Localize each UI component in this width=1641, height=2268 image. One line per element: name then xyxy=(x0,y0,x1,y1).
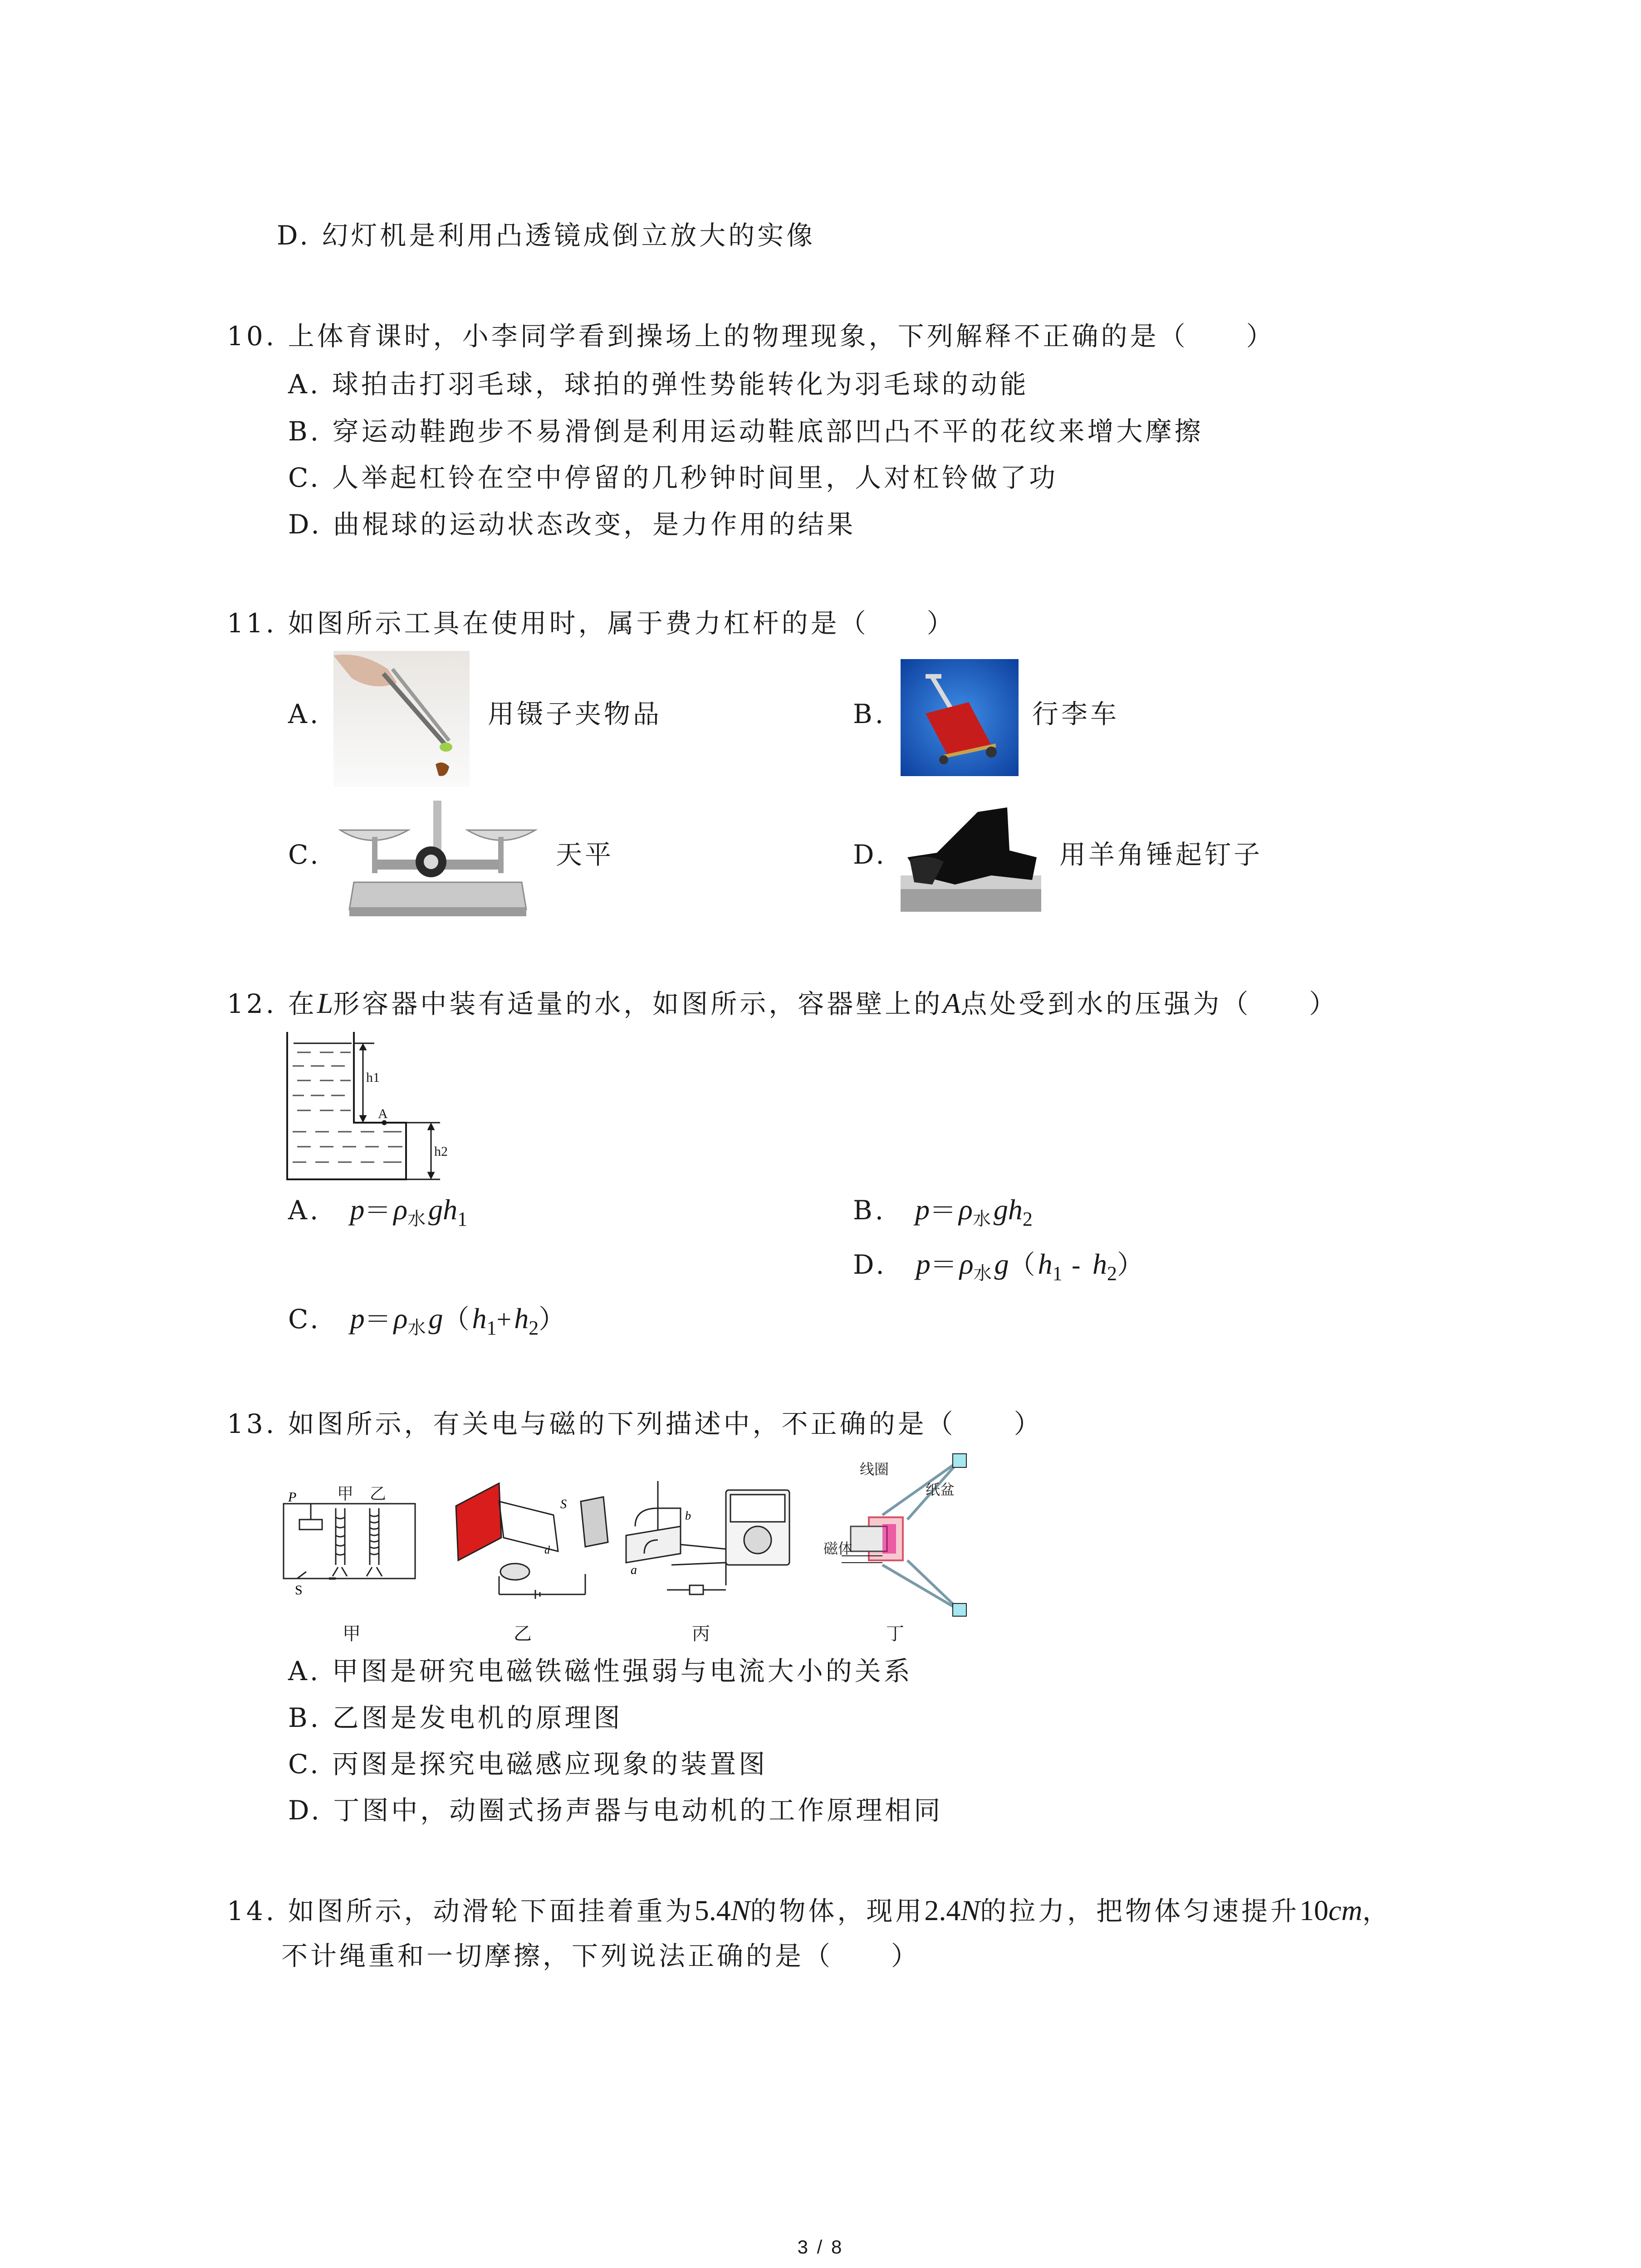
q11-d-text: 用羊角锤起钉子 xyxy=(1059,839,1263,870)
fig-label-jia: 甲 xyxy=(337,1485,354,1503)
speaker-diagram-ding xyxy=(823,1452,989,1617)
page-number: 3 / 8 xyxy=(797,2236,844,2258)
rho-subscript: 水 xyxy=(407,1208,429,1230)
rho-subscript: 水 xyxy=(407,1317,429,1339)
caption-bing: 丙 xyxy=(692,1623,710,1644)
q11-a-label: A. xyxy=(288,699,321,729)
q14-distance-unit: cm xyxy=(1328,1894,1362,1926)
q12-a-label: A. xyxy=(288,1195,321,1226)
l-shaped-container-diagram xyxy=(284,1030,456,1186)
q11-a-text: 用镊子夹物品 xyxy=(488,699,662,729)
q12-d-label: D. xyxy=(853,1249,887,1280)
q10-option-c: C. 人举起杠铃在空中停留的几秒钟时间里，人对杠铃做了功 xyxy=(288,462,1058,493)
q12-option-b: B. $p=\rho_水gh_2$ xyxy=(853,1193,1033,1230)
q13-option-d: D. 丁图中，动圈式扬声器与电动机的工作原理相同 xyxy=(288,1795,943,1826)
q12-stem-mid: 形容器中装有适量的水，如图所示，容器壁上的 xyxy=(333,988,943,1019)
q10-stem: 10. 上体育课时，小李同学看到操场上的物理现象，下列解释不正确的是（ ） xyxy=(227,321,1275,352)
q13-option-a: A. 甲图是研究电磁铁磁性强弱与电流大小的关系 xyxy=(288,1656,913,1686)
q11-c-text: 天平 xyxy=(556,839,614,870)
fig-label-h1: h1 xyxy=(366,1070,380,1085)
svg-text:b: b xyxy=(685,1509,691,1522)
claw-hammer-image xyxy=(901,807,1041,912)
tweezers-image xyxy=(333,651,470,787)
q12-option-c: C. $p=\rho_水g(h_1+h_2)$ xyxy=(288,1302,568,1339)
electromagnet-circuit-jia xyxy=(279,1474,424,1597)
fig-label-zhipen: 纸盆 xyxy=(926,1481,955,1498)
balance-scale-image xyxy=(336,792,540,923)
q11-b-text: 行李车 xyxy=(1032,699,1120,729)
generator-diagram-yi xyxy=(449,1474,610,1606)
q14-weight-value: 5.4 xyxy=(694,1894,731,1926)
q11-d-label: D. xyxy=(853,839,887,870)
svg-text:S: S xyxy=(295,1583,303,1597)
svg-text:d: d xyxy=(544,1545,550,1556)
q13-option-b: B. 乙图是发电机的原理图 xyxy=(288,1702,623,1733)
q14-distance-value: 10 xyxy=(1299,1894,1329,1926)
q9-option-d: D. 幻灯机是利用凸透镜成倒立放大的实像 xyxy=(277,220,816,251)
q14-force-value: 2.4 xyxy=(924,1894,961,1926)
fig-label-h2: h2 xyxy=(434,1144,448,1159)
fig-label-citi: 磁体 xyxy=(823,1540,853,1557)
q14-stem-part4: ， xyxy=(1362,1896,1391,1926)
q12-option-d: D. $p=\rho_水g(h_1 - h_2)$ xyxy=(853,1248,1146,1285)
q12-stem-l: L xyxy=(317,987,333,1019)
q10-option-b: B. 穿运动鞋跑步不易滑倒是利用运动鞋底部凹凸不平的花纹来增大摩擦 xyxy=(288,416,1204,447)
q12-stem-post: 点处受到水的压强为（ ） xyxy=(960,988,1338,1019)
q12-c-label: C. xyxy=(288,1304,321,1334)
q14-force-unit: N xyxy=(960,1894,980,1926)
luggage-cart-image xyxy=(901,659,1019,776)
rho-subscript: 水 xyxy=(972,1208,994,1230)
q14-stem-part3: 的拉力，把物体匀速提升 xyxy=(980,1896,1300,1926)
q12-option-a: A. $p=\rho_水gh_1$ xyxy=(288,1193,468,1230)
fig-label-xianquan: 线圈 xyxy=(860,1461,889,1478)
q13-stem: 13. 如图所示，有关电与磁的下列描述中，不正确的是（ ） xyxy=(227,1408,1043,1439)
caption-jia: 甲 xyxy=(343,1623,361,1644)
rho-subscript: 水 xyxy=(973,1263,994,1284)
q11-b-label: B. xyxy=(853,699,887,729)
q12-stem-a: A xyxy=(943,987,961,1019)
caption-ding: 丁 xyxy=(886,1623,904,1644)
q14-weight-unit: N xyxy=(730,1894,750,1926)
q14-stem-part2: 的物体，现用 xyxy=(750,1896,925,1926)
q12-stem xyxy=(227,989,1338,1018)
svg-text:a: a xyxy=(631,1563,637,1577)
q14-stem-line2: 不计绳重和一切摩擦，下列说法正确的是（ ） xyxy=(281,1941,921,1971)
fig-label-a: A xyxy=(378,1106,388,1121)
fig-label-yi: 乙 xyxy=(370,1485,387,1503)
svg-text:P: P xyxy=(288,1490,297,1505)
q14-stem-part1: 14. 如图所示，动滑轮下面挂着重为 xyxy=(227,1896,695,1926)
q10-option-a: A. 球拍击打羽毛球，球拍的弹性势能转化为羽毛球的动能 xyxy=(288,369,1029,400)
q10-option-d: D. 曲棍球的运动状态改变，是力作用的结果 xyxy=(288,509,856,540)
caption-yi: 乙 xyxy=(514,1623,532,1644)
q12-stem-pre: 12. 在 xyxy=(227,988,317,1019)
q14-stem-line1 xyxy=(227,1896,1391,1925)
q11-c-label: C. xyxy=(288,839,321,870)
q11-stem: 11. 如图所示工具在使用时，属于费力杠杆的是（ ） xyxy=(227,608,956,639)
q12-b-label: B. xyxy=(853,1195,887,1226)
q13-option-c: C. 丙图是探究电磁感应现象的装置图 xyxy=(288,1749,768,1779)
induction-apparatus-bing xyxy=(617,1476,808,1608)
svg-text:S: S xyxy=(560,1497,567,1511)
